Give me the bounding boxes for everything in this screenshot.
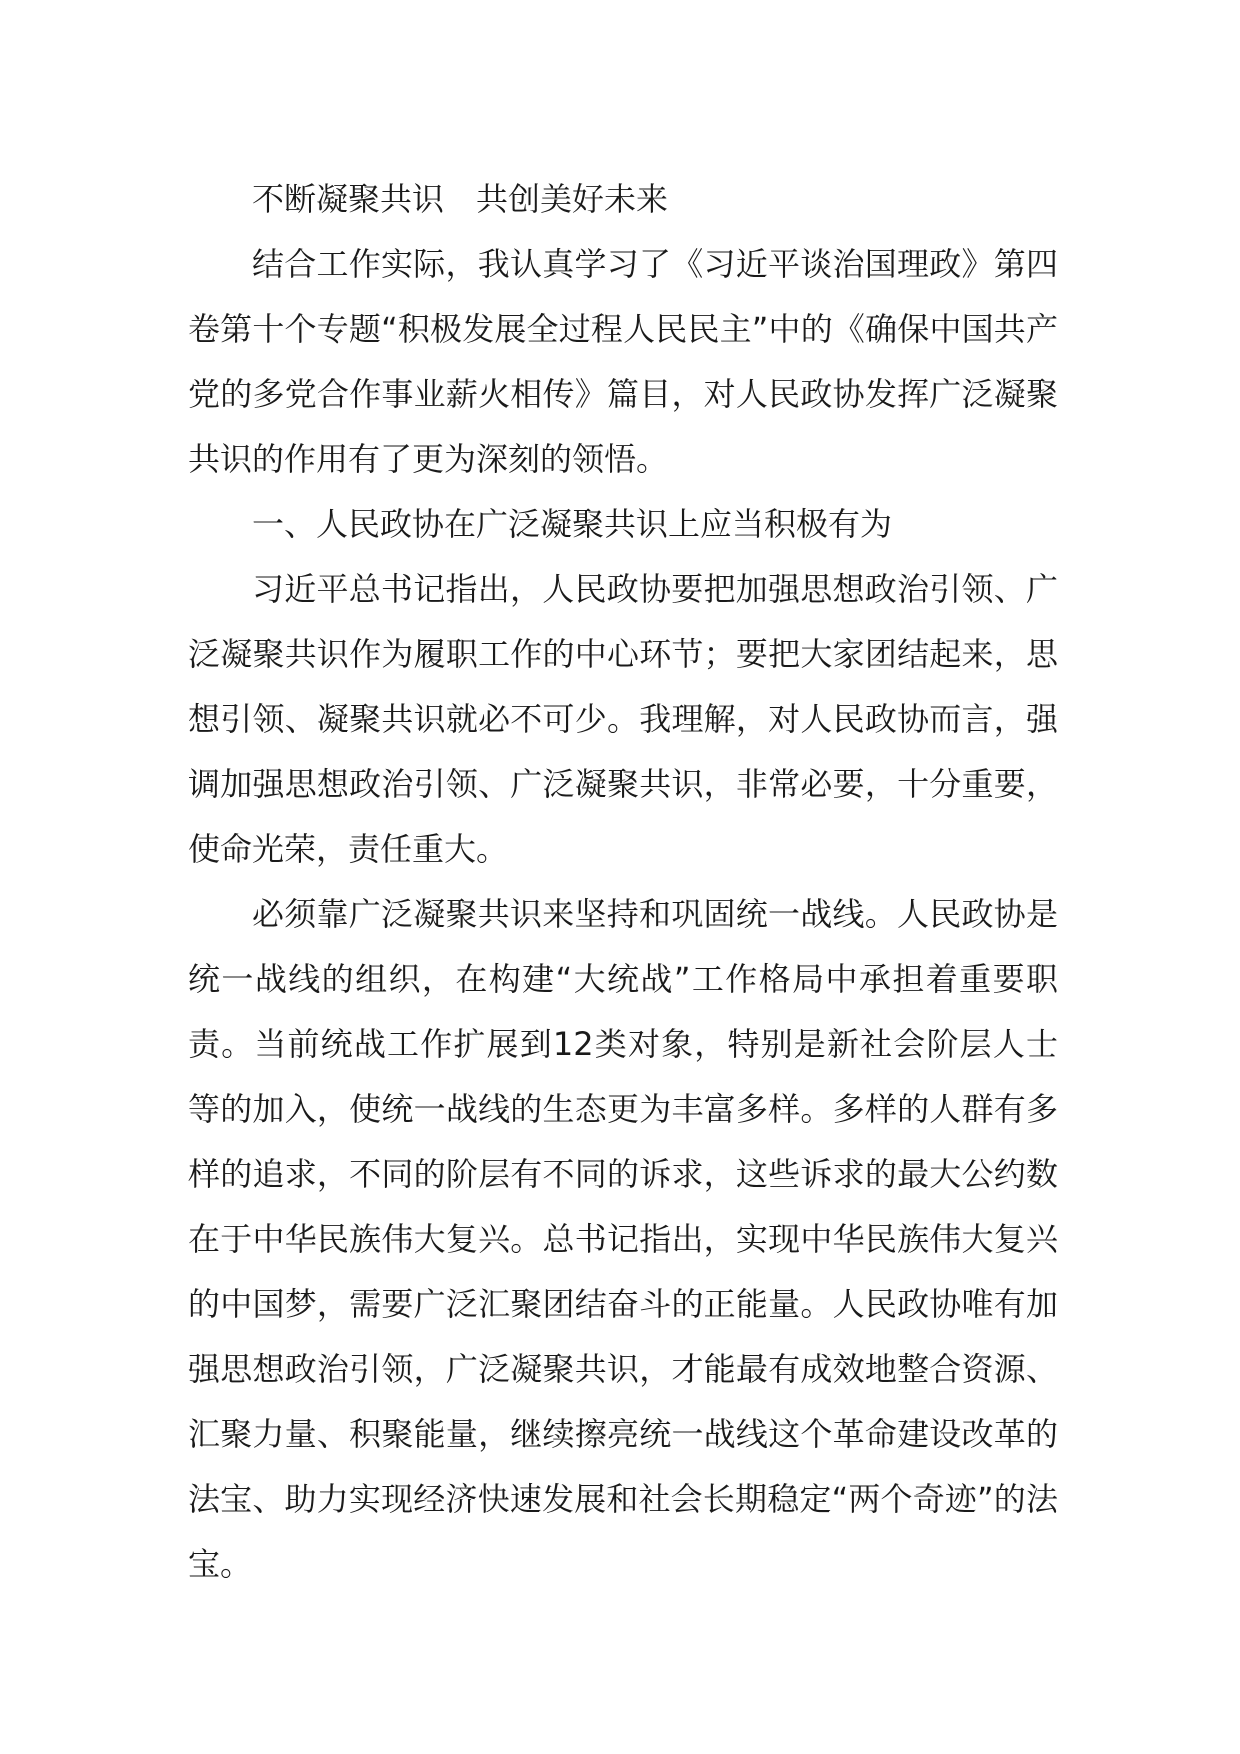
body-paragraph: 必须靠广泛凝聚共识来坚持和巩固统一战线。人民政协是统一战线的组织，在构建“大统战”工作格局中承担着重要职责。当前统战工作扩展到12类对象，特别是新社会阶层人士等的加入，使统一战线的生态更为丰富多样。多样的人群有多样的追求，不同的阶层有不同的诉求，这些诉求的最大公约数在于中华民族伟大复兴。总书记指出，实现中华民族伟大复兴的中国梦，需要广泛汇聚团结奋斗的正能量。人民政协唯有加强思想政治引领，广泛凝聚共识，才能最有成效地整合资源、汇聚力量、积聚能量，继续擦亮统一战线这个革命建设改革的法宝、助力实现经济快速发展和社会长期稳定“两个奇迹”的法宝。 [188, 895, 1058, 1583]
body-paragraph: 习近平总书记指出，人民政协要把加强思想政治引领、广泛凝聚共识作为履职工作的中心环节；要把大家团结起来，思想引领、凝聚共识就必不可少。我理解，对人民政协而言，强调加强思想政治引领、广泛凝聚共识，非常必要，十分重要，使命光荣，责任重大。 [188, 570, 1058, 868]
section-heading: 一、人民政协在广泛凝聚共识上应当积极有为 [252, 505, 893, 543]
document-body [188, 167, 1058, 1597]
document-title: 不断凝聚共识 共创美好未来 [252, 180, 669, 218]
intro-paragraph: 结合工作实际，我认真学习了《习近平谈治国理政》第四卷第十个专题“积极发展全过程人民民主”中的《确保中国共产党的多党合作事业薪火相传》篇目，对人民政协发挥广泛凝聚共识的作用有了更为深刻的领悟。 [188, 245, 1058, 478]
